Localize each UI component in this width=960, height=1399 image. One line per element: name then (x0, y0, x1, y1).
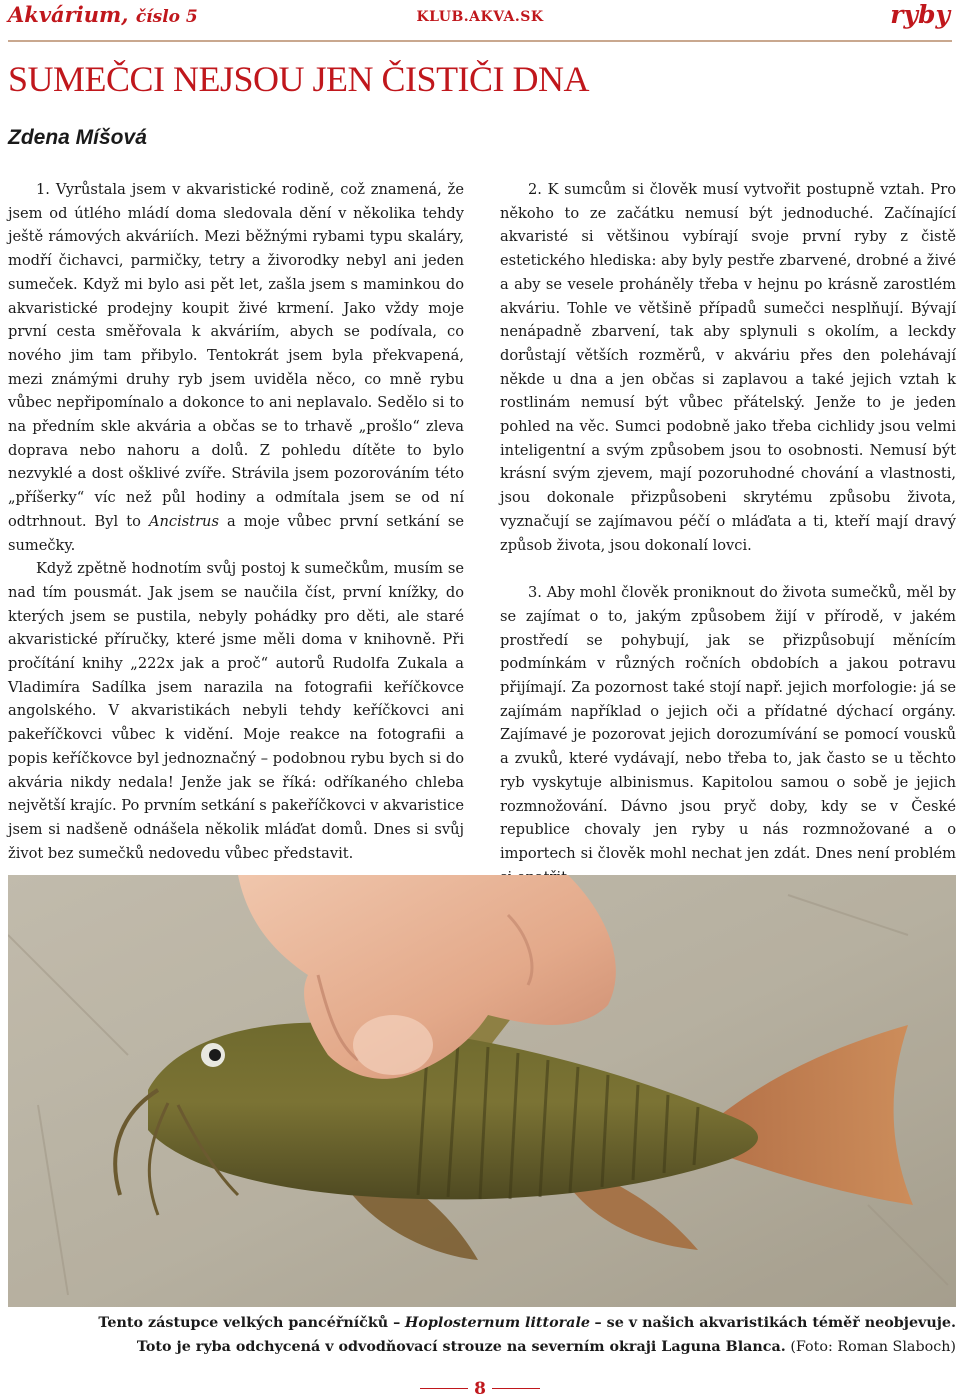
footer-rule-right (492, 1388, 540, 1389)
paragraph-2: Když zpětně hodnotím svůj postoj k sumečkům, musím se nad tím pousmát. Jak jsem se naučila číst, první knížky, do kterých jsem se pustila, nebyly pohádky pro děti, ale staré akvaristické příručky, které jsme měli doma v knihovně. Při pročítání knihy „222x jak a proč“ autorů Rudolfa Zukala a Vladimíra Sadílka jsem narazila na fotografii keříčkovce angolského. V akvaristikách nebyli tehdy keříčkovci ani pakeříčkovci vůbec k vidění. Moje reakce na fotografii a popis keříčkovce byl jednoznačný – podobnou rybu bych si do akvária nikdy nedala! Jenže jak se říká: odříkaného chleba největší krajíc. Po prvním setkání s pakeříčkovci v akvaristice jsem si nadšeně odnášela několik mláďat domů. Dnes si svůj život bez sumečků nedovedu vůbec představit. (8, 560, 464, 862)
footer-rule-left (420, 1388, 468, 1389)
catfish-photo-illustration (8, 875, 956, 1307)
paragraph-4: 3. Aby mohl člověk proniknout do života sumečků, měl by se zajímat o to, jakým způsobem žijí v přírodě, v jakém prostředí se pohybují, jak se přizpůsobují měnícím podmínkám v různých ročních obdobích a jakou potravu přijímají. Za pozornost také stojí např. jejich morfologie: já se zajímám například o jejich oči a přídatné dýchací orgány. Zajímavé je pozorovat jejich dorozumívání se pomocí vousků a zvuků, které vydávají, nebo třeba to, jak často se u těchto ryb vyskytuje albinismus. Kapitolou samou o sobě je jejich rozmnožování. Dávno jsou pryč doby, kdy se v České republice chovaly jen ryby u nás rozmnožované a o importech si člověk mohl nechat jen zdát. Dnes není problém (500, 584, 956, 862)
caption-text-1a: Tento zástupce velkých pancéřníčků – (98, 1315, 401, 1331)
issue-number: číslo 5 (135, 7, 198, 27)
photo-credit: (Foto: Roman Slaboch) (790, 1339, 956, 1355)
paragraph-3: 2. K sumcům si člověk musí vytvořit postupně vztah. Pro někoho to ze začátku nemusí být jednoduché. Začínající akvaristé si většinou vybírají svoje první ryby z čistě estetického hlediska: aby byly pestře zbarvené, drobné a živé a aby se vesele proháněly třeba v hejnu po krásně zarostlém akváriu. Tohle ve většině případů sumečci nesplňují. Bývají nenápadně zbarvení, tak aby splynuli s okolím, a leckdy dorůstají větších rozměrů, v akváriu přes den polehávají někde u dna a jen občas si zaplavou a také jejich vztah k rostlinám nemusí být vůbec přátelský. Jenže to je jeden pohled na věc. Sumci podobně jako třeba cichlidy jsou velmi inteligentní a svým způsobem jsou to osobnosti. Nemusí být krásní svým zjevem, mají pozoruhodné chování a vlastnosti, jsou dokonale přizpůsobeni skrytému způsobu života, vyznačují se zajímavou péčí o mláďata a ti, kteří mají dravý způsob života, jsou dokonalí lovci. (500, 181, 956, 554)
page-header (8, 0, 952, 42)
site-url[interactable]: KLUB.AKVA.SK (416, 9, 544, 25)
paragraph-1-end: a moje vůbec první setkání se sumečky. (8, 512, 464, 554)
magazine-title: Akvárium, (8, 2, 129, 27)
caption-text-1b: – se v našich akvaristikách téměř neobjevuje. (594, 1315, 956, 1331)
left-column (8, 178, 464, 865)
genus-name: Ancistrus (148, 512, 219, 530)
section-name: ryby (890, 0, 950, 29)
caption-line-1 (8, 1311, 956, 1335)
catfish-photo (8, 875, 956, 1307)
caption-line-2 (8, 1335, 956, 1359)
caption-text-2: Toto je ryba odchycená v odvodňovací strouze na severním okraji Laguna Blanca. (136, 1339, 786, 1355)
photo-caption (8, 1311, 956, 1359)
article-author: Zdena Míšová (8, 126, 147, 149)
paragraph-1-text: 1. Vyrůstala jsem v akvaristické rodině, což znamená, že jsem od útlého mládí doma sledovala dění v několika tehdy ještě rámových akváriích. Mezi běžnými rybami typu skaláry, modří čichavci, parmičky, tetry a živorodky nebyl ani jeden sumeček. Když mi bylo asi pět let, zašla jsem s maminkou do akvaristické prodejny koupit živé krmení. Jako vždy moje první cesta směřovala k akváriím, abych se podívala, co nového jim tam přibylo. Tentokrát jsem byla překvapená, mezi známými druhy ryb jsem uviděla něco, co mně rybu vůbec nepřipomínalo a dokonce to ani neplavalo. Sedělo si to na předním skle akvária a občas se to trhavě „prošlo“ zleva doprava nebo nahoru a dolů. Z pohledu dítěte to bylo nezvyklé a dost ošklivé zvíře. Strávila jsem pozorováním této „příšerky“ víc než půl hodiny a odmítala jsem se od ní odtrhnout. Byl to (8, 181, 464, 530)
paragraph-1 (8, 178, 464, 557)
right-column (500, 178, 956, 889)
article-title: SUMEČCI NEJSOU JEN ČISTIČI DNA (8, 59, 590, 99)
species-name: Hoplosternum littorale (404, 1315, 590, 1331)
page-footer (0, 1378, 960, 1399)
page-number: 8 (474, 1378, 486, 1399)
